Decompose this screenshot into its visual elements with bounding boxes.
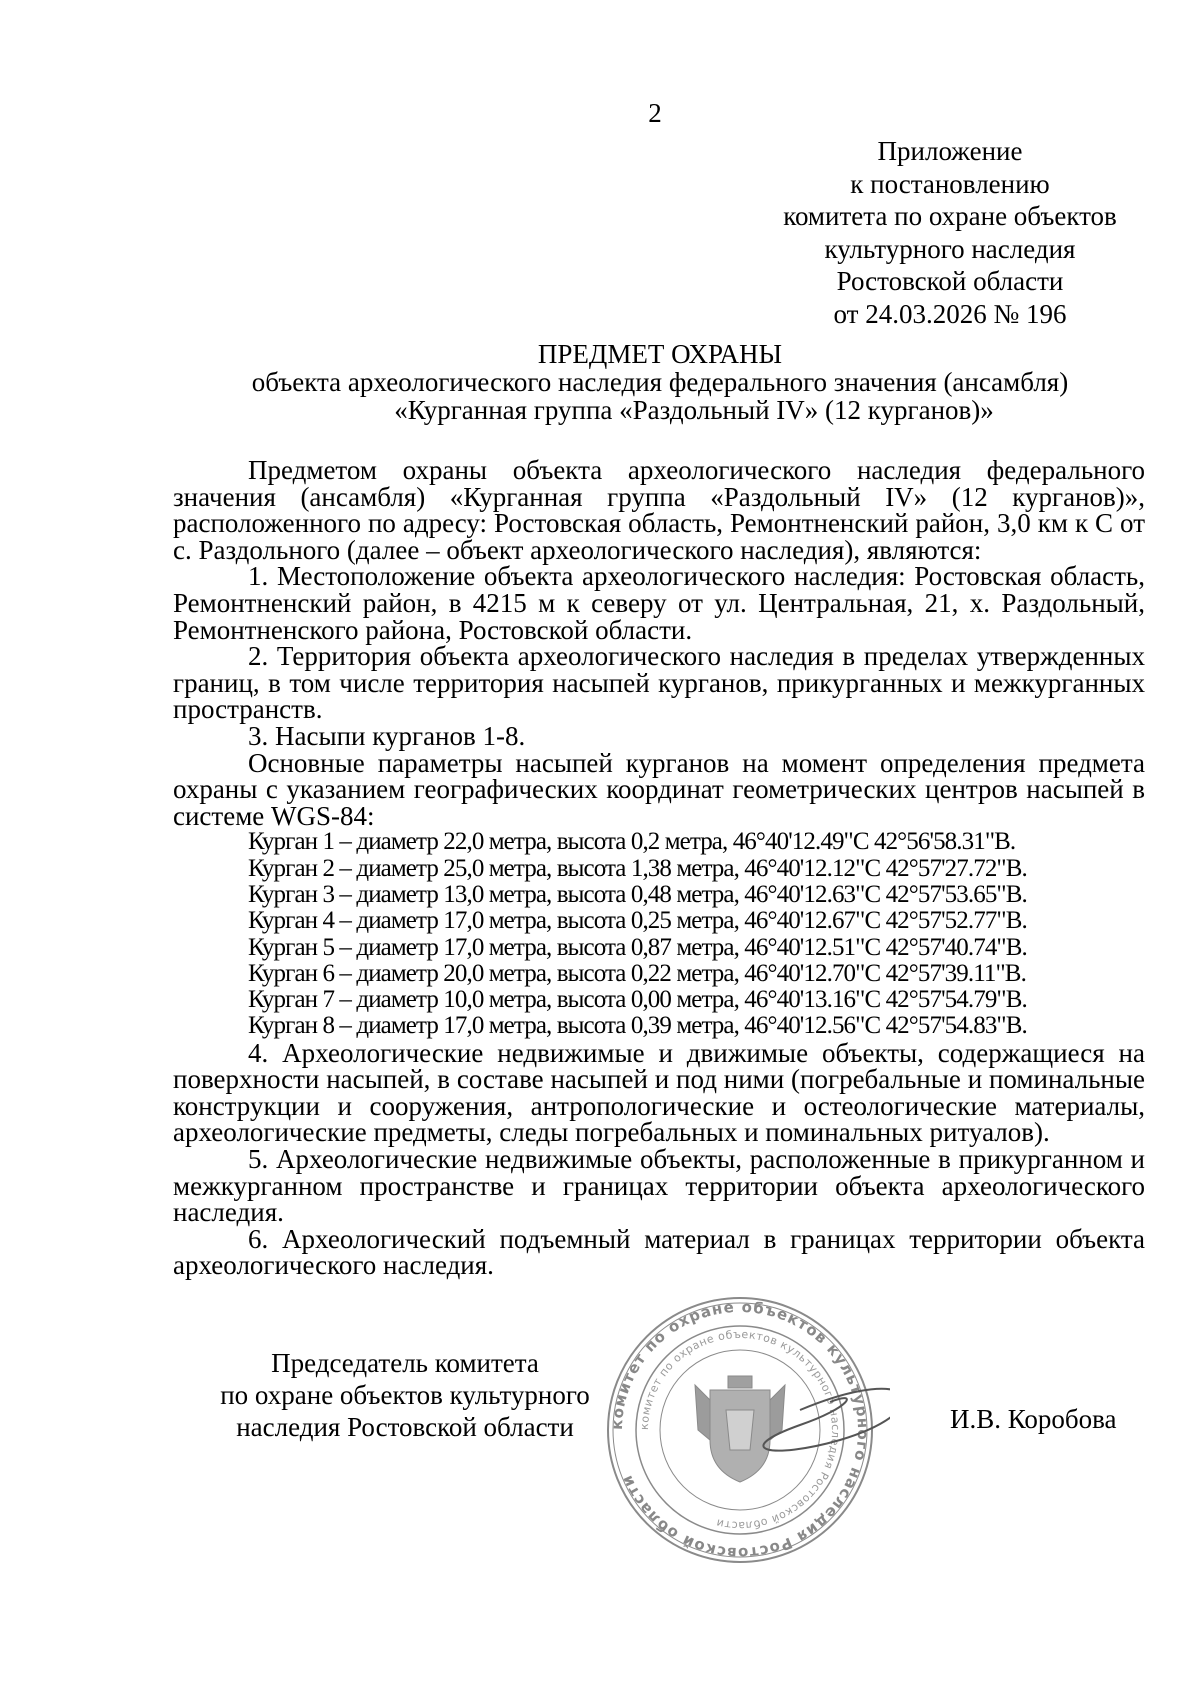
seal-inner-text: комитет по охране объектов культурного наследия Ростовской области [637,1327,843,1533]
seal-outer-text: комитет по охране объектов культурного наследия Ростовской области [607,1297,873,1563]
mound-item: Курган 1 – диаметр 22,0 метра, высота 0,2 метра, 46°40'12.49"С 42°56'58.31"В. [248,828,1016,856]
signatory-title-line: Председатель комитета [271,1348,539,1378]
mound-item: Курган 6 – диаметр 20,0 метра, высота 0,22 метра, 46°40'12.70"С 42°57'39.11"В. [248,959,1026,987]
signatory-title-line: по охране объектов культурного [220,1380,590,1410]
appendix-line: культурного наследия [824,233,1076,264]
appendix-date-number: от 24.03.2026 № 196 [833,298,1067,329]
item-location: 1. Местоположение объекта археологического наследия: Ростовская область, Ремонтненский район, в 4215 м к северу от ул. Центральная, 21, х. Раздольный, Ремонтненского района, Ростовской области. [173,561,1145,645]
document-subtitle: объекта археологического наследия федерального значения (ансамбля) [251,367,1069,397]
item-archaeological-objects: 4. Археологические недвижимые и движимые объекты, содержащиеся на поверхности насыпей, в составе насыпей и под ними (погребальные и поминальные конструкции и сооружения, антропологические и остеологические материалы, археологические предметы, следы погребальных и поминальных ритуалов). [173,1037,1145,1148]
appendix-line: Приложение [877,136,1023,166]
item-immovable-objects: 5. Археологические недвижимые объекты, расположенные в прикурганном и межкурганном пространстве и границах территории объекта археологического наследия. [173,1144,1145,1228]
mound-item: Курган 2 – диаметр 25,0 метра, высота 1,38 метра, 46°40'12.12"С 42°57'27.72"В. [248,854,1027,882]
page-number: 2 [648,98,662,128]
item-territory: 2. Территория объекта археологического наследия в пределах утвержденных границ, в том числе территория насыпей курганов, прикурганных и межкурганных пространств. [173,641,1145,725]
signatory-title [195,1347,615,1443]
mound-item: Курган 4 – диаметр 17,0 метра, высота 0,25 метра, 46°40'12.67"С 42°57'52.77"В. [248,907,1027,935]
document-heading [200,340,1120,424]
intro-paragraph: Предметом охраны объекта археологического наследия федерального значения (ансамбля) «Курганная группа «Раздольный IV» (12 курганов)», расположенного по адресу: Ростовская область, Ремонтненский район, 3,0 км к С от с. Раздольного (далее – объект археологического наследия), являются: [173,455,1145,565]
appendix-line: Ростовской области [836,266,1064,296]
coat-of-arms-icon [695,1376,785,1482]
document-subtitle-object-name: «Курганная группа «Раздольный IV» (12 курганов)» [394,395,994,425]
official-seal [590,1290,890,1570]
mound-item: Курган 7 – диаметр 10,0 метра, высота 0,00 метра, 46°40'13.16"С 42°57'54.79"В. [248,986,1027,1014]
mound-item: Курган 3 – диаметр 13,0 метра, высота 0,48 метра, 46°40'12.63"С 42°57'53.65"В. [248,880,1027,908]
appendix-line: комитета по охране объектов [783,201,1117,231]
signatory-title-line: наследия Ростовской области [236,1412,574,1442]
appendix-block [740,135,1160,330]
params-intro-paragraph: Основные параметры насыпей курганов на момент определения предмета охраны с указанием географических координат геометрических центров насыпей в системе WGS-84: [173,747,1145,831]
item-surface-material: 6. Археологический подъемный материал в границах территории объекта археологического наследия. [173,1223,1145,1281]
document-title: ПРЕДМЕТ ОХРАНЫ [537,339,783,369]
appendix-line: к постановлению [850,168,1050,199]
item-mounds: 3. Насыпи курганов 1-8. [248,720,526,751]
signatory-name: И.В. Коробова [950,1404,1117,1434]
mound-item: Курган 5 – диаметр 17,0 метра, высота 0,87 метра, 46°40'12.51"С 42°57'40.74"В. [248,933,1027,961]
mound-list [173,829,1145,1039]
document-body [173,457,1145,1279]
mound-item: Курган 8 – диаметр 17,0 метра, высота 0,39 метра, 46°40'12.56"С 42°57'54.83"В. [248,1012,1027,1040]
